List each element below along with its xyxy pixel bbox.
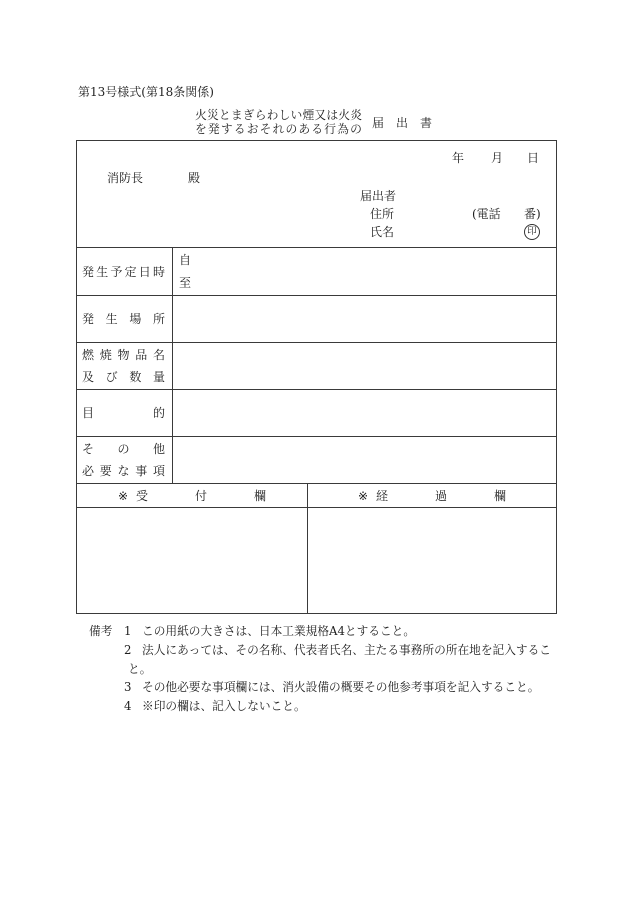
glyph: 数 <box>129 370 142 384</box>
glyph: 届 <box>372 116 385 130</box>
glyph: 発 <box>82 264 95 279</box>
note-text: と。 <box>128 661 152 676</box>
glyph: 的 <box>152 406 165 420</box>
glyph: 炎 <box>350 108 362 122</box>
glyph: し <box>278 108 291 122</box>
note-number: 4 <box>124 699 132 713</box>
glyph: 出 <box>395 116 408 130</box>
row-value-cell <box>173 437 556 483</box>
office-use-body <box>77 508 556 613</box>
receipt-column-header <box>77 484 308 507</box>
glyph: ぎ <box>242 108 255 122</box>
form-frame <box>76 140 557 614</box>
glyph: あ <box>298 122 311 136</box>
glyph: 生 <box>96 264 109 279</box>
note-item <box>89 641 551 660</box>
glyph: 煙 <box>302 108 315 122</box>
progress-column-label <box>376 489 506 503</box>
glyph: れ <box>272 122 285 136</box>
to-label: 至 <box>179 275 192 290</box>
phone-label-close: 番) <box>524 207 541 221</box>
glyph: の <box>117 442 130 456</box>
glyph: 欄 <box>494 488 507 503</box>
glyph: は <box>326 108 339 122</box>
glyph: 名 <box>152 348 165 362</box>
note-item <box>89 678 551 697</box>
notes-indent <box>89 641 124 660</box>
glyph: 場 <box>129 312 142 326</box>
notes-section <box>89 622 551 716</box>
title-suffix <box>372 116 432 130</box>
office-use-mark: ※ <box>357 488 369 503</box>
row-scheduled-datetime <box>77 248 556 296</box>
progress-box <box>308 508 556 613</box>
glyph: 量 <box>152 370 165 384</box>
glyph: お <box>246 122 259 136</box>
note-text: この用紙の大きさは、日本工業規格A4とすること。 <box>142 624 416 638</box>
glyph: の <box>350 122 362 136</box>
glyph: る <box>311 122 324 136</box>
glyph: な <box>117 464 130 478</box>
phone-label-open: (電話 <box>472 207 501 221</box>
glyph: る <box>233 122 246 136</box>
glyph: 目 <box>82 406 95 420</box>
office-use-header <box>77 484 556 508</box>
receipt-box <box>77 508 308 613</box>
glyph: 焼 <box>99 348 112 362</box>
row-label-text <box>82 406 165 420</box>
row-value-cell <box>173 390 556 436</box>
row-label-text <box>82 265 165 279</box>
row-label-text <box>82 366 165 388</box>
glyph: 定 <box>124 264 137 279</box>
glyph: 書 <box>419 116 432 130</box>
glyph: 時 <box>152 264 165 279</box>
glyph: 付 <box>195 488 208 503</box>
glyph: 事 <box>135 464 148 478</box>
seal-mark: 印 <box>524 224 540 240</box>
glyph: 火 <box>338 108 351 122</box>
glyph: 要 <box>99 464 112 478</box>
glyph: そ <box>259 122 272 136</box>
receipt-column-label <box>136 489 266 503</box>
glyph: そ <box>82 442 95 456</box>
glyph: 為 <box>337 122 349 136</box>
note-number: 3 <box>124 680 132 695</box>
row-label-text <box>82 460 165 482</box>
glyph: わ <box>266 108 279 122</box>
note-number: 1 <box>124 624 132 638</box>
office-use-mark: ※ <box>117 488 129 503</box>
note-continuation <box>89 660 551 679</box>
glyph: 欄 <box>254 488 267 503</box>
glyph: 受 <box>136 488 149 503</box>
glyph: と <box>218 108 231 122</box>
row-purpose <box>77 390 556 437</box>
glyph: 過 <box>435 488 448 503</box>
glyph: 発 <box>82 312 95 326</box>
glyph: 行 <box>324 122 337 136</box>
name-label: 氏名 <box>370 225 395 239</box>
glyph: び <box>105 370 118 384</box>
row-label-text <box>82 344 165 366</box>
progress-column-header <box>308 484 556 507</box>
applicant-heading: 届出者 <box>360 189 397 203</box>
row-location <box>77 296 556 343</box>
glyph: 及 <box>82 370 95 384</box>
row-label <box>77 248 173 295</box>
glyph: ま <box>230 108 243 122</box>
title-line-2 <box>195 122 362 136</box>
note-item <box>89 697 551 716</box>
addressee-label: 消防長 <box>107 171 144 185</box>
note-text: 法人にあっては、その名称、代表者氏名、主たる事務所の所在地を記入するこ <box>142 642 551 657</box>
glyph: 災 <box>206 108 219 122</box>
row-value-cell <box>173 296 556 342</box>
notes-heading: 備考 <box>89 624 113 638</box>
row-value-cell <box>173 248 556 295</box>
row-label <box>77 390 173 436</box>
note-text: ※印の欄は、記入しないこと。 <box>142 699 306 713</box>
note-number: 2 <box>124 642 132 657</box>
from-label: 自 <box>179 252 192 267</box>
glyph: 品 <box>135 348 148 362</box>
glyph: す <box>220 122 233 136</box>
glyph: 生 <box>105 312 118 326</box>
glyph: 予 <box>110 264 123 279</box>
row-label <box>77 296 173 342</box>
note-item <box>89 622 551 641</box>
glyph: 日 <box>138 264 151 279</box>
date-year-label: 年 <box>452 151 465 165</box>
glyph: い <box>290 108 303 122</box>
title-line-1 <box>195 108 362 122</box>
form-number-label: 第13号様式(第18条関係) <box>78 85 214 99</box>
date-day-label: 日 <box>527 151 540 165</box>
glyph: を <box>195 122 207 136</box>
glyph: ら <box>254 108 267 122</box>
row-value-cell <box>173 343 556 389</box>
glyph: 経 <box>376 488 389 503</box>
date-month-label: 月 <box>491 151 504 165</box>
glyph: 物 <box>117 348 130 362</box>
glyph: 所 <box>152 312 165 326</box>
row-combustibles <box>77 343 556 390</box>
glyph: 他 <box>152 442 165 456</box>
glyph: の <box>285 122 298 136</box>
applicant-section <box>77 141 556 248</box>
row-other-matters <box>77 437 556 484</box>
glyph: 項 <box>152 464 165 478</box>
glyph: 又 <box>314 108 327 122</box>
row-label <box>77 343 173 389</box>
notes-indent <box>89 678 124 697</box>
row-label <box>77 437 173 483</box>
row-label-text <box>82 312 165 326</box>
glyph: 燃 <box>82 348 95 362</box>
glyph: 火 <box>195 108 207 122</box>
row-label-text <box>82 438 165 460</box>
honorific-label: 殿 <box>188 171 201 185</box>
note-text: その他必要な事項欄には、消火設備の概要その他参考事項を記入すること。 <box>142 680 540 695</box>
notes-indent <box>89 697 124 716</box>
glyph: 発 <box>207 122 220 136</box>
address-label: 住所 <box>370 207 395 221</box>
glyph: 必 <box>82 464 95 478</box>
